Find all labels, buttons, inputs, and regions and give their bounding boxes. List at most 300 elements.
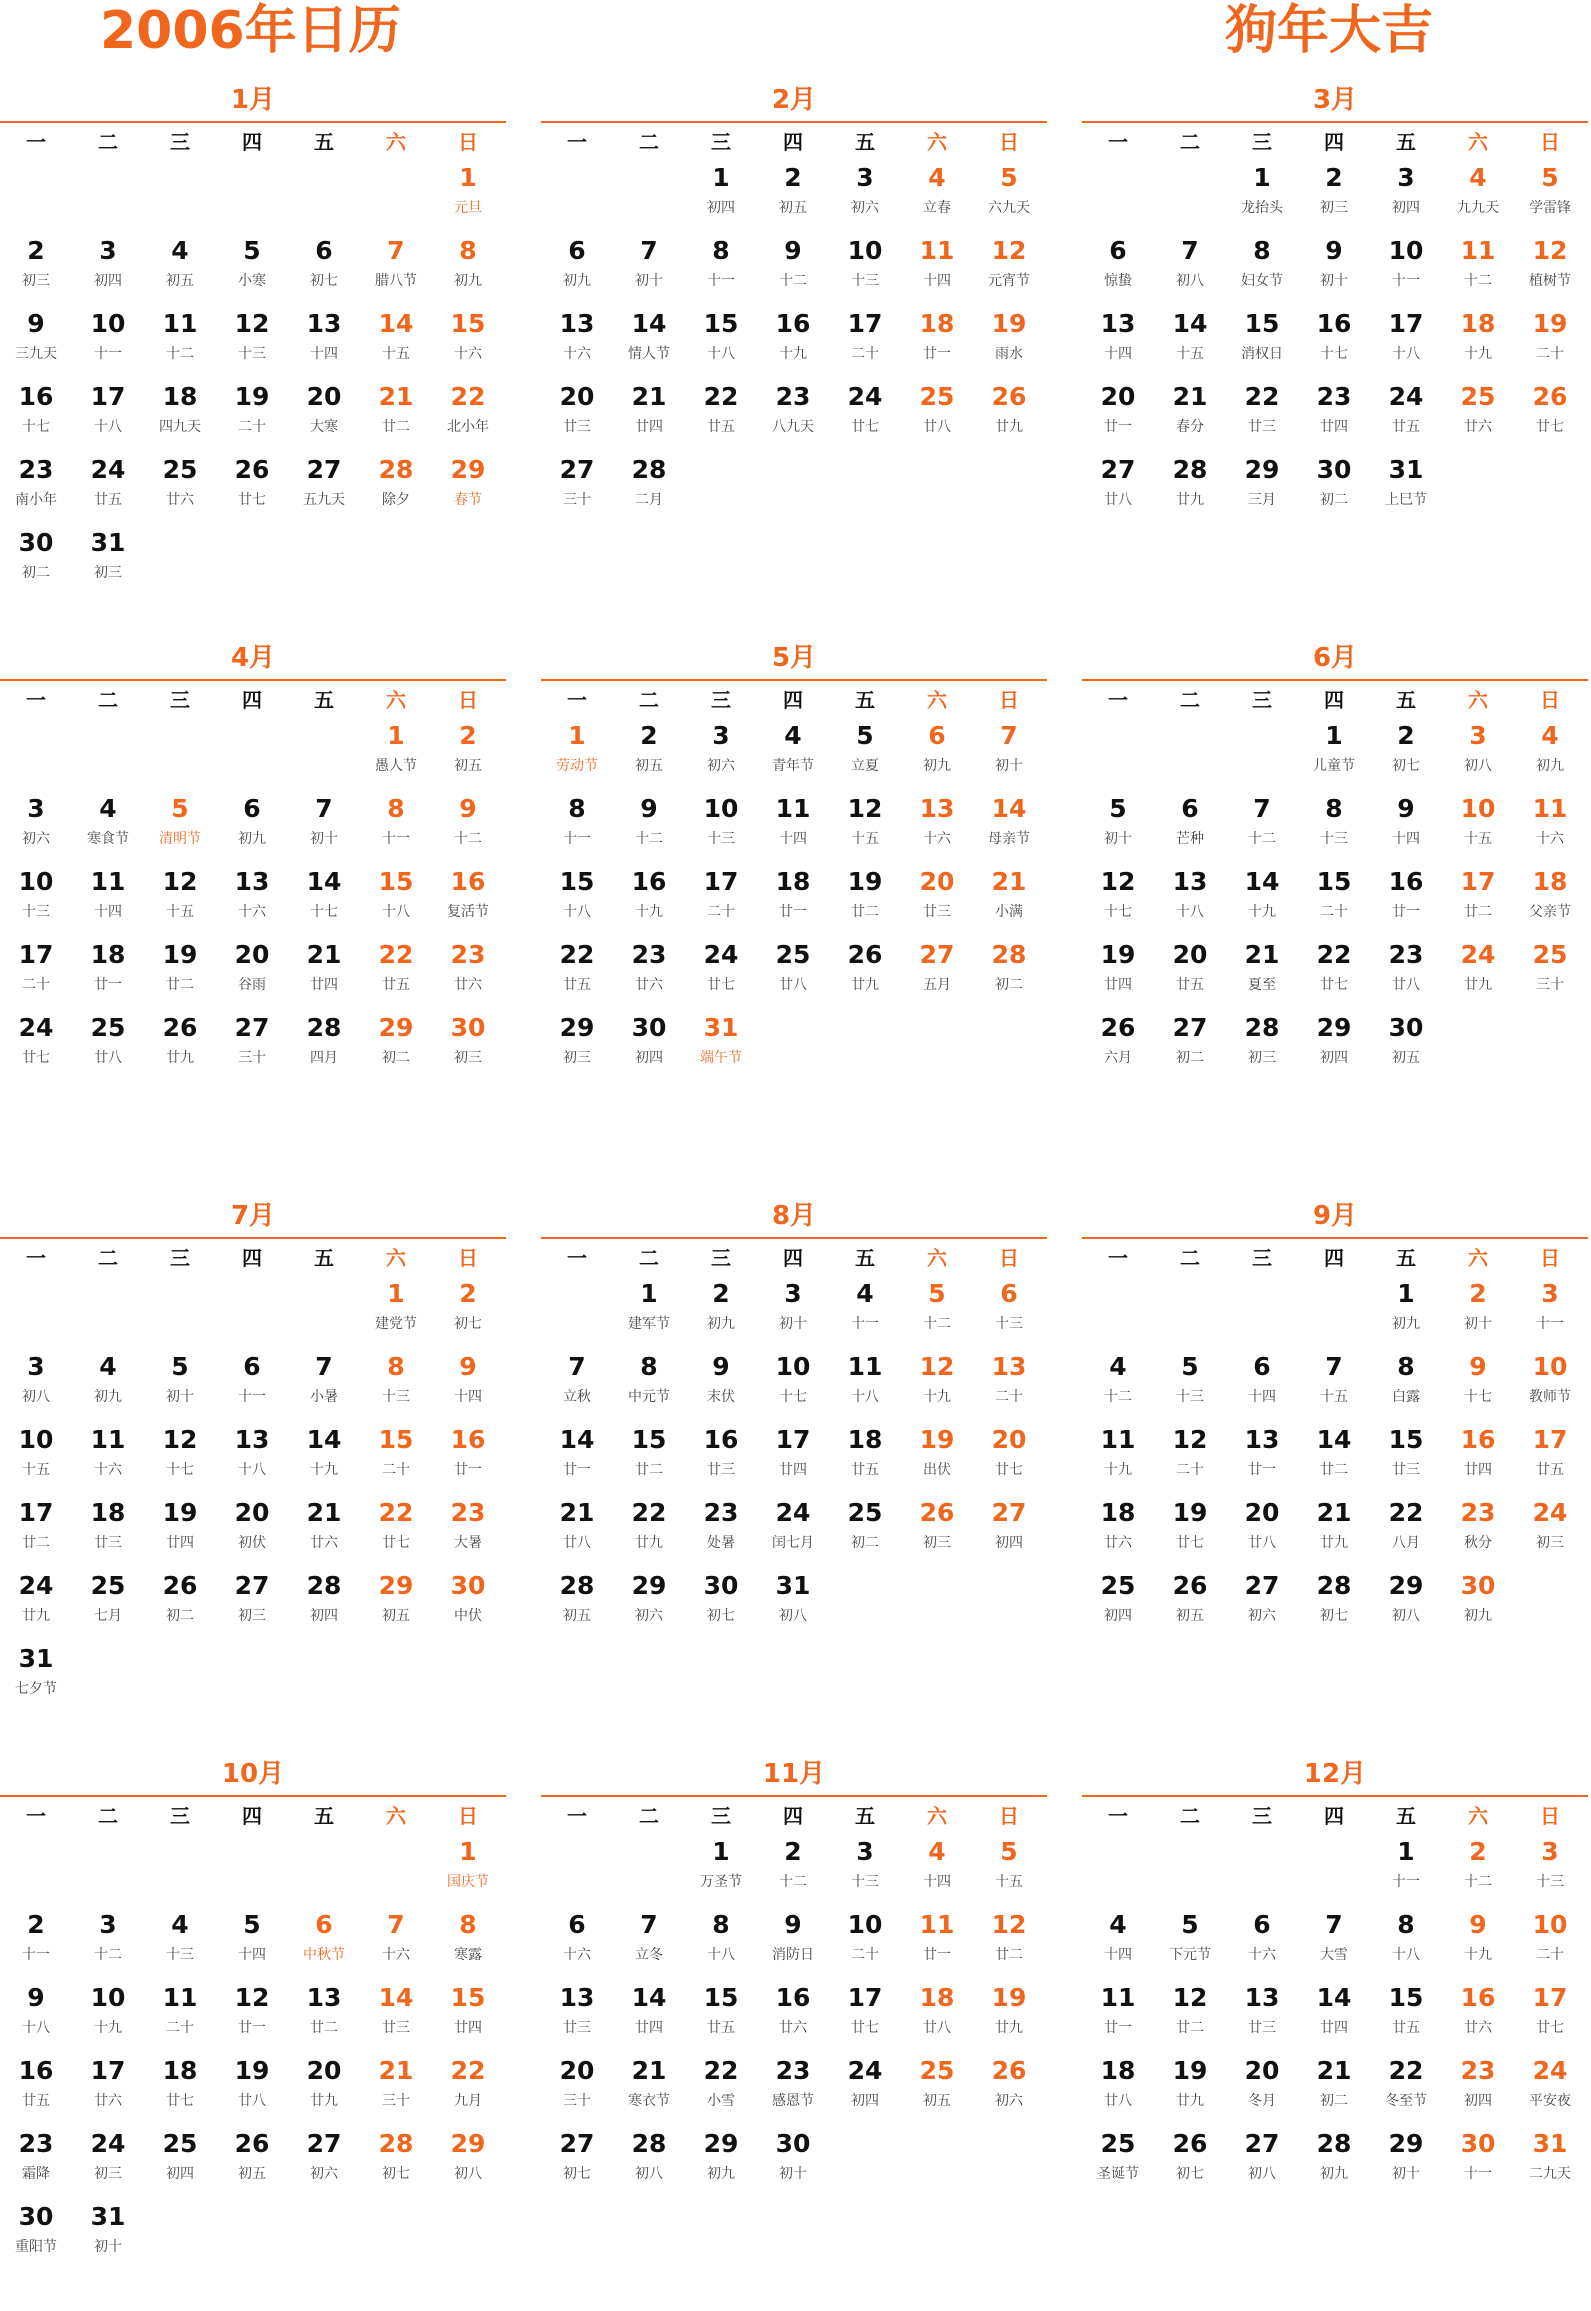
day-number: 9	[27, 1983, 45, 2012]
day-cell	[72, 452, 144, 522]
day-number: 21	[1244, 940, 1280, 969]
day-cell	[757, 1980, 829, 2050]
day-cell	[216, 791, 288, 861]
day-number: 24	[18, 1013, 54, 1042]
day-cell	[1298, 160, 1370, 230]
day-number: 21	[306, 940, 342, 969]
day-number: 15	[559, 867, 595, 896]
lunar-label: 廿一	[779, 904, 807, 920]
day-cell	[360, 1422, 432, 1492]
lunar-label: 端午节	[700, 1050, 742, 1066]
day-number: 13	[559, 1983, 595, 2012]
lunar-label: 廿七	[238, 492, 266, 508]
day-cell	[216, 1495, 288, 1565]
day-number: 19	[1532, 309, 1568, 338]
day-number: 24	[703, 940, 739, 969]
weekday-header: 日	[458, 1804, 478, 1828]
lunar-label: 初十	[995, 758, 1023, 774]
month-divider	[1082, 679, 1588, 681]
day-cell	[685, 233, 757, 303]
day-cell	[144, 2053, 216, 2123]
lunar-label: 十八	[1176, 904, 1204, 920]
day-number: 26	[1100, 1013, 1136, 1042]
lunar-label: 初九	[923, 758, 951, 774]
day-number: 7	[315, 1352, 333, 1381]
day-number: 4	[1109, 1352, 1127, 1381]
lunar-label: 除夕	[382, 492, 410, 508]
day-cell	[1442, 2126, 1514, 2196]
day-number: 21	[559, 1498, 595, 1527]
lunar-label: 元旦	[454, 200, 482, 216]
lunar-label: 谷雨	[238, 977, 266, 993]
day-number: 12	[162, 867, 198, 896]
day-cell	[901, 864, 973, 934]
day-number: 24	[90, 2129, 126, 2158]
lunar-label: 十三	[382, 1389, 410, 1405]
day-cell	[1514, 864, 1586, 934]
day-cell	[72, 525, 144, 595]
day-cell	[1442, 379, 1514, 449]
day-number: 25	[1532, 940, 1568, 969]
lunar-label: 初九	[1392, 1316, 1420, 1332]
lunar-label: 十五	[1320, 1389, 1348, 1405]
lunar-label: 初七	[454, 1316, 482, 1332]
lunar-label: 初六	[851, 200, 879, 216]
day-number: 2	[784, 163, 802, 192]
day-number: 3	[27, 794, 45, 823]
month-block	[0, 640, 506, 1195]
weekday-header: 日	[458, 130, 478, 154]
lunar-label: 廿七	[707, 977, 735, 993]
day-cell	[541, 233, 613, 303]
lunar-label: 初二	[995, 977, 1023, 993]
month-title: 1月	[230, 85, 276, 115]
lunar-label: 重阳节	[15, 2239, 57, 2255]
day-cell	[757, 1349, 829, 1419]
day-number: 30	[1388, 1013, 1424, 1042]
day-cell	[1082, 2126, 1154, 2196]
day-number: 10	[775, 1352, 811, 1381]
lunar-label: 廿九	[995, 419, 1023, 435]
day-cell	[1082, 1980, 1154, 2050]
day-cell	[1154, 1349, 1226, 1419]
lunar-label: 十七	[166, 1462, 194, 1478]
day-number: 31	[90, 2202, 126, 2231]
day-cell	[432, 1495, 504, 1565]
weekday-header: 二	[639, 1246, 659, 1270]
day-cell	[1514, 718, 1586, 788]
day-number: 6	[1000, 1279, 1018, 1308]
day-cell	[1298, 718, 1370, 788]
weekday-header: 日	[458, 688, 478, 712]
day-cell	[360, 1010, 432, 1080]
lunar-label: 十七	[1320, 346, 1348, 362]
day-number: 13	[559, 309, 595, 338]
lunar-label: 十五	[995, 1874, 1023, 1890]
day-number: 11	[1460, 236, 1496, 265]
lunar-label: 十九	[94, 2020, 122, 2036]
lunar-label: 十三	[1320, 831, 1348, 847]
day-cell	[613, 1568, 685, 1638]
day-number: 15	[1388, 1425, 1424, 1454]
day-number: 5	[243, 1910, 261, 1939]
day-cell	[1154, 306, 1226, 376]
day-cell	[757, 233, 829, 303]
day-number: 16	[631, 867, 667, 896]
lunar-label: 初六	[310, 2166, 338, 2182]
day-number: 10	[847, 1910, 883, 1939]
day-cell	[757, 160, 829, 230]
day-cell	[973, 379, 1045, 449]
day-cell	[973, 1495, 1045, 1565]
day-number: 21	[991, 867, 1027, 896]
day-cell	[685, 1834, 757, 1904]
lunar-label: 初九	[1464, 1608, 1492, 1624]
day-cell	[1154, 452, 1226, 522]
day-cell	[613, 2126, 685, 2196]
day-number: 13	[1244, 1425, 1280, 1454]
day-cell	[432, 791, 504, 861]
day-cell	[685, 2126, 757, 2196]
day-cell	[432, 1010, 504, 1080]
lunar-label: 二十	[851, 1947, 879, 1963]
day-number: 19	[919, 1425, 955, 1454]
day-cell	[685, 1349, 757, 1419]
day-cell	[216, 233, 288, 303]
day-number: 5	[171, 1352, 189, 1381]
day-cell	[360, 1276, 432, 1346]
day-cell	[1298, 937, 1370, 1007]
lunar-label: 二十	[22, 977, 50, 993]
lunar-label: 十九	[635, 904, 663, 920]
day-cell	[0, 1907, 72, 1977]
day-number: 27	[559, 2129, 595, 2158]
lunar-label: 十二	[923, 1316, 951, 1332]
lunar-label: 十三	[22, 904, 50, 920]
day-number: 1	[1397, 1279, 1415, 1308]
weekday-header: 一	[567, 688, 587, 712]
day-number: 2	[27, 1910, 45, 1939]
day-number: 22	[1388, 1498, 1424, 1527]
day-cell	[432, 864, 504, 934]
day-number: 29	[378, 1013, 414, 1042]
day-cell	[541, 2126, 613, 2196]
day-cell	[541, 791, 613, 861]
day-cell	[973, 1834, 1045, 1904]
day-cell	[1082, 937, 1154, 1007]
day-cell	[1370, 718, 1442, 788]
day-number: 13	[306, 1983, 342, 2012]
lunar-label: 十八	[707, 346, 735, 362]
day-number: 27	[234, 1571, 270, 1600]
lunar-label: 初八	[1176, 273, 1204, 289]
day-number: 5	[856, 721, 874, 750]
lunar-label: 廿八	[238, 2093, 266, 2109]
weekday-header: 五	[855, 1246, 875, 1270]
day-number: 19	[1100, 940, 1136, 969]
day-number: 17	[18, 1498, 54, 1527]
month-divider	[0, 121, 506, 123]
day-cell	[1226, 160, 1298, 230]
day-number: 26	[847, 940, 883, 969]
day-number: 15	[450, 1983, 486, 2012]
weekday-header: 四	[1324, 1246, 1344, 1270]
weekday-header: 四	[242, 688, 262, 712]
lunar-label: 愚人节	[375, 758, 417, 774]
day-number: 20	[1244, 2056, 1280, 2085]
day-number: 28	[378, 455, 414, 484]
day-number: 11	[919, 236, 955, 265]
day-number: 2	[27, 236, 45, 265]
day-number: 11	[90, 867, 126, 896]
day-cell	[1442, 160, 1514, 230]
lunar-label: 初三	[563, 1050, 591, 1066]
weekday-header: 六	[927, 1804, 947, 1828]
day-number: 21	[1172, 382, 1208, 411]
day-number: 28	[631, 2129, 667, 2158]
lunar-label: 廿六	[454, 977, 482, 993]
lunar-label: 下元节	[1169, 1947, 1211, 1963]
lunar-label: 初六	[635, 1608, 663, 1624]
lunar-label: 初五	[238, 2166, 266, 2182]
day-number: 19	[162, 1498, 198, 1527]
lunar-label: 初四	[166, 2166, 194, 2182]
day-cell	[541, 1907, 613, 1977]
day-number: 28	[306, 1571, 342, 1600]
day-number: 29	[1244, 455, 1280, 484]
lunar-label: 立夏	[851, 758, 879, 774]
day-cell	[144, 791, 216, 861]
day-cell	[1370, 1276, 1442, 1346]
lunar-label: 寒食节	[87, 831, 129, 847]
day-cell	[360, 1568, 432, 1638]
day-number: 2	[712, 1279, 730, 1308]
lunar-label: 圣诞节	[1097, 2166, 1139, 2182]
day-number: 16	[1316, 309, 1352, 338]
day-number: 24	[1532, 2056, 1568, 2085]
day-number: 22	[1388, 2056, 1424, 2085]
day-number: 23	[450, 940, 486, 969]
lunar-label: 腊八节	[375, 273, 417, 289]
weekday-header: 日	[999, 1246, 1019, 1270]
weekday-header: 五	[1396, 130, 1416, 154]
lunar-label: 廿三	[563, 2020, 591, 2036]
day-number: 8	[712, 236, 730, 265]
day-number: 10	[90, 309, 126, 338]
day-cell	[613, 1422, 685, 1492]
month-divider	[541, 679, 1047, 681]
lunar-label: 廿四	[1464, 1462, 1492, 1478]
weekday-header: 三	[170, 1246, 190, 1270]
day-number: 26	[991, 2056, 1027, 2085]
lunar-label: 冬至节	[1385, 2093, 1427, 2109]
lunar-label: 十二	[94, 1947, 122, 1963]
day-cell	[0, 791, 72, 861]
day-cell	[1154, 791, 1226, 861]
day-number: 14	[378, 309, 414, 338]
day-number: 11	[90, 1425, 126, 1454]
day-cell	[541, 2053, 613, 2123]
day-number: 15	[450, 309, 486, 338]
day-number: 23	[703, 1498, 739, 1527]
day-cell	[973, 160, 1045, 230]
lunar-label: 十三	[238, 346, 266, 362]
day-cell	[1514, 1980, 1586, 2050]
weekday-header: 一	[567, 1804, 587, 1828]
day-cell	[288, 791, 360, 861]
lunar-label: 初五	[1392, 1050, 1420, 1066]
lunar-label: 九九天	[1457, 200, 1499, 216]
day-cell	[72, 2126, 144, 2196]
day-number: 20	[234, 1498, 270, 1527]
day-number: 4	[1469, 163, 1487, 192]
day-number: 3	[1397, 163, 1415, 192]
day-cell	[685, 2053, 757, 2123]
lunar-label: 廿一	[1104, 419, 1132, 435]
lunar-label: 父亲节	[1529, 904, 1571, 920]
day-cell	[1514, 937, 1586, 1007]
weekday-header: 五	[855, 1804, 875, 1828]
day-cell	[1154, 2053, 1226, 2123]
day-number: 6	[1109, 236, 1127, 265]
lunar-label: 北小年	[447, 419, 489, 435]
lunar-label: 八月	[1392, 1535, 1420, 1551]
weekday-header: 五	[314, 130, 334, 154]
lunar-label: 初九	[94, 1389, 122, 1405]
lunar-label: 廿六	[635, 977, 663, 993]
lunar-label: 初三	[454, 1050, 482, 1066]
day-cell	[0, 2053, 72, 2123]
day-cell	[432, 306, 504, 376]
day-cell	[1226, 452, 1298, 522]
weekday-header: 六	[927, 688, 947, 712]
day-cell	[685, 718, 757, 788]
day-number: 8	[459, 236, 477, 265]
lunar-label: 春分	[1176, 419, 1204, 435]
day-cell	[0, 2126, 72, 2196]
lunar-label: 初四	[94, 273, 122, 289]
day-cell	[216, 2053, 288, 2123]
lunar-label: 廿二	[1464, 904, 1492, 920]
weekday-header: 一	[567, 130, 587, 154]
day-number: 22	[703, 382, 739, 411]
lunar-label: 廿六	[1464, 2020, 1492, 2036]
day-cell	[757, 791, 829, 861]
lunar-label: 廿二	[1176, 2020, 1204, 2036]
day-cell	[1298, 1907, 1370, 1977]
day-number: 2	[459, 1279, 477, 1308]
lunar-label: 十六	[238, 904, 266, 920]
day-cell	[1226, 233, 1298, 303]
day-cell	[901, 1834, 973, 1904]
day-cell	[685, 1568, 757, 1638]
lunar-label: 八九天	[772, 419, 814, 435]
lunar-label: 十九	[1104, 1462, 1132, 1478]
weekday-header: 四	[1324, 688, 1344, 712]
lunar-label: 廿二	[22, 1535, 50, 1551]
weekday-header: 六	[1468, 130, 1488, 154]
day-cell	[288, 1568, 360, 1638]
lunar-label: 十六	[563, 346, 591, 362]
lunar-label: 十二	[635, 831, 663, 847]
weekday-header: 五	[314, 1804, 334, 1828]
day-number: 28	[559, 1571, 595, 1600]
day-cell	[1370, 2053, 1442, 2123]
day-cell	[1370, 1907, 1442, 1977]
lunar-label: 廿二	[635, 1462, 663, 1478]
lunar-label: 十二	[166, 346, 194, 362]
lunar-label: 十四	[454, 1389, 482, 1405]
lunar-label: 寒露	[454, 1947, 482, 1963]
lunar-label: 初七	[382, 2166, 410, 2182]
day-number: 20	[1100, 382, 1136, 411]
day-cell	[1154, 233, 1226, 303]
lunar-label: 初八	[1464, 758, 1492, 774]
day-cell	[829, 864, 901, 934]
lunar-label: 廿八	[94, 1050, 122, 1066]
day-number: 9	[1397, 794, 1415, 823]
day-number: 25	[162, 455, 198, 484]
lunar-label: 白露	[1392, 1389, 1420, 1405]
lunar-label: 十九	[1248, 904, 1276, 920]
lunar-label: 情人节	[628, 346, 670, 362]
day-cell	[973, 1349, 1045, 1419]
day-number: 31	[90, 528, 126, 557]
day-cell	[1298, 233, 1370, 303]
day-number: 14	[306, 867, 342, 896]
day-cell	[973, 864, 1045, 934]
lunar-label: 廿一	[923, 346, 951, 362]
day-cell	[144, 864, 216, 934]
day-cell	[360, 937, 432, 1007]
lunar-label: 初四	[1392, 200, 1420, 216]
lunar-label: 小满	[995, 904, 1023, 920]
lunar-label: 廿六	[1104, 1535, 1132, 1551]
day-number: 10	[1532, 1352, 1568, 1381]
day-cell	[1514, 2126, 1586, 2196]
lunar-label: 十一	[1536, 1316, 1564, 1332]
day-cell	[0, 1980, 72, 2050]
day-cell	[1514, 233, 1586, 303]
day-number: 19	[234, 382, 270, 411]
day-cell	[541, 1495, 613, 1565]
lunar-label: 消防日	[772, 1947, 814, 1963]
day-number: 25	[1100, 2129, 1136, 2158]
day-cell	[432, 1349, 504, 1419]
month-divider	[541, 1237, 1047, 1239]
lunar-label: 十六	[1248, 1947, 1276, 1963]
day-cell	[1298, 864, 1370, 934]
lunar-label: 十四	[1104, 1947, 1132, 1963]
day-cell	[685, 379, 757, 449]
lunar-label: 初三	[94, 565, 122, 581]
day-cell	[757, 1495, 829, 1565]
day-number: 9	[640, 794, 658, 823]
day-cell	[72, 1010, 144, 1080]
day-cell	[1298, 306, 1370, 376]
day-cell	[288, 2126, 360, 2196]
lunar-label: 十五	[1176, 346, 1204, 362]
day-number: 7	[315, 794, 333, 823]
day-cell	[685, 791, 757, 861]
day-number: 25	[775, 940, 811, 969]
day-cell	[432, 937, 504, 1007]
day-number: 3	[27, 1352, 45, 1381]
day-cell	[1082, 1010, 1154, 1080]
day-cell	[1298, 1980, 1370, 2050]
day-number: 3	[856, 1837, 874, 1866]
lunar-label: 初十	[1464, 1316, 1492, 1332]
